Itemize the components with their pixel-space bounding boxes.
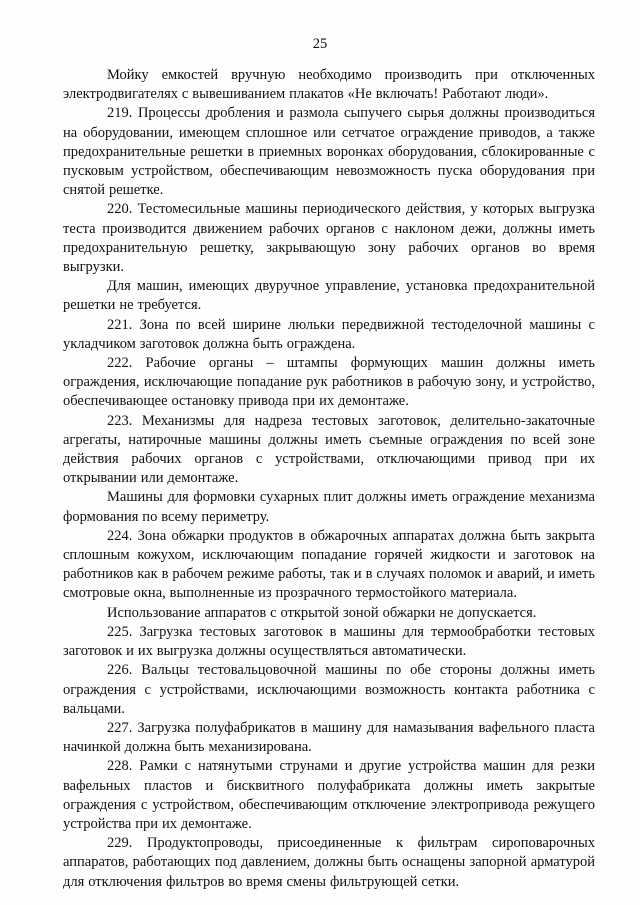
document-body [63,66,595,892]
paragraph: Машины для формовки сухарных плит должны иметь ограждение механизма формования по всему периметру. [63,489,595,525]
paragraph: Для машин, имеющих двуручное управление, установка предохранительной решетки не требуется. [63,278,595,314]
paragraph-228: 228. Рамки с натянутыми струнами и другие устройства машин для резки вафельных пластов и бисквитного полуфабриката должны иметь закрытые ограждения с устройством, обеспечивающим отключение электропривода режущего устройства при их демонтаже. [63,758,595,832]
paragraph-222: 222. Рабочие органы – штампы формующих машин должны иметь ограждения, исключающие попадание рук работников в рабочую зону, и устройство, обеспечивающее остановку привода при их демонтаже. [63,355,595,410]
paragraph: Использование аппаратов с открытой зоной обжарки не допускается. [107,604,537,621]
paragraph-224: 224. Зона обжарки продуктов в обжарочных аппаратах должна быть закрыта сплошным кожухом, исключающим попадание горячей жидкости и заготовок на работников как в рабочем режиме работы, так и в случаях поломок и аварий, и иметь смотровые окна, выполненные из прозрачного термостойкого материала. [63,527,595,602]
paragraph-229: 229. Продуктопроводы, присоединенные к фильтрам сироповарочных аппаратов, работающих под давлением, должны быть оснащены запорной арматурой для отключения фильтров во время смены фильтрующей сетки. [63,835,595,890]
paragraph-227: 227. Загрузка полуфабрикатов в машину для намазывания вафельного пласта начинкой должна быть механизирована. [63,719,595,756]
paragraph-225: 225. Загрузка тестовых заготовок в машины для термообработки тестовых заготовок и их выгрузка должны осуществляться автоматически. [63,623,595,660]
paragraph-219: 219. Процессы дробления и размола сыпучего сырья должны производиться на оборудовании, имеющем сплошное или сетчатое ограждение приводов, а также предохранительные решетки в приемных воронках оборудования, сблокированные с пусковым устройством, обеспечивающим невозможность пуска оборудования при снятой решетке. [63,105,595,199]
page-number: 25 [312,36,328,52]
paragraph-223: 223. Механизмы для надреза тестовых заготовок, делительно-закаточные агрегаты, натирочные машины должны иметь съемные ограждения по всей зоне действия рабочих органов с устройствами, отключающими привод при их открывании или демонтаже. [63,412,595,487]
paragraph-221: 221. Зона по всей ширине люльки передвижной тестоделочной машины с укладчиком заготовок должна быть ограждена. [63,316,595,352]
paragraph: Мойку емкостей вручную необходимо производить при отключенных электродвигателях с вывешиванием плакатов «Не включать! Работают люди». [63,67,595,103]
paragraph-226: 226. Вальцы тестовальцовочной машины по обе стороны должны иметь ограждения с устройствами, исключающими возможность контакта работника с вальцами. [63,662,595,717]
paragraph-220: 220. Тестомесильные машины периодического действия, у которых выгрузка теста производится движением рабочих органов с наклоном дежи, должны иметь предохранительную решетку, закрывающую зону рабочих органов во время выгрузки. [63,201,595,276]
